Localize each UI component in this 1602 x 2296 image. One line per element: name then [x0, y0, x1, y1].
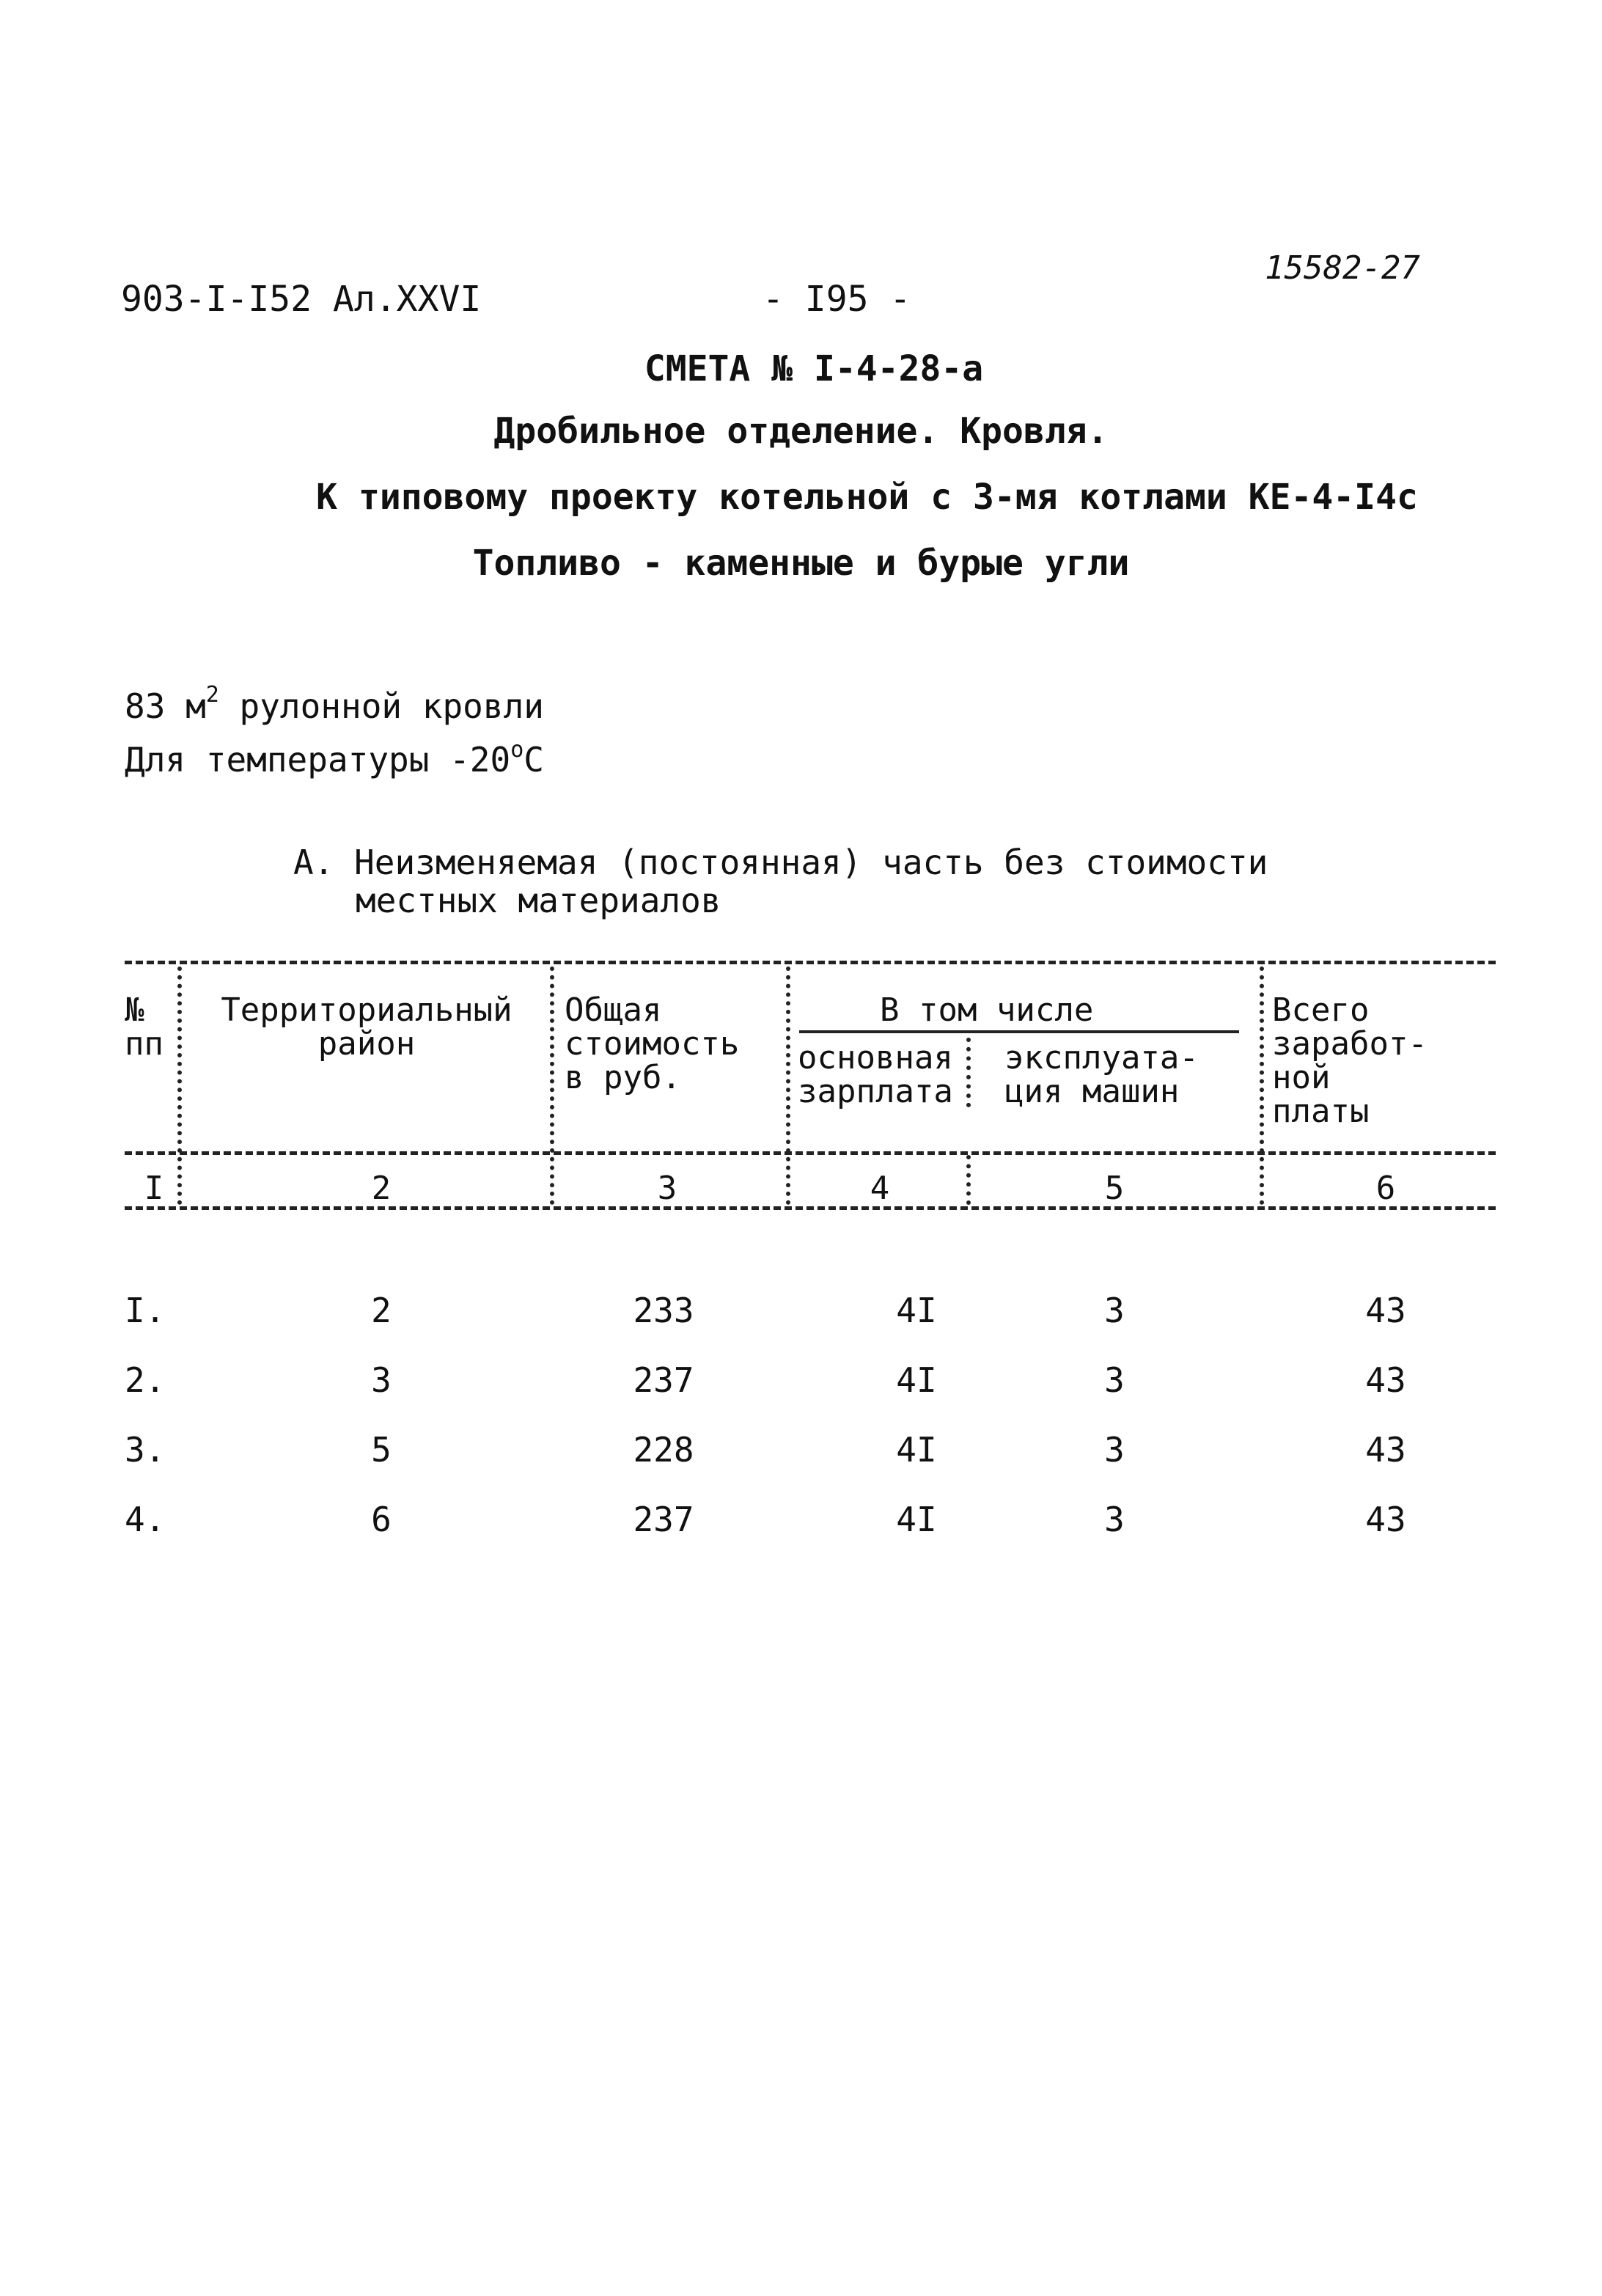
roof-area [125, 682, 544, 726]
column-number: 3 [657, 1170, 677, 1207]
area-sup: 2 [205, 682, 219, 708]
column-number: 5 [1104, 1170, 1125, 1207]
section-line-1: А. Неизменяемая (постоянная) часть без стоимости [293, 843, 1268, 882]
header-region: Территориальный район [221, 991, 512, 1063]
area-text: рулонной кровли [218, 686, 544, 726]
row-region: 6 [371, 1500, 392, 1539]
estimate-table [125, 953, 1496, 1232]
col-separator [177, 967, 182, 1205]
row-salary: 4I [896, 1360, 937, 1400]
row-number: 4. [125, 1500, 166, 1539]
column-number: 4 [870, 1170, 890, 1207]
row-salary: 4I [896, 1291, 937, 1330]
col-separator [786, 967, 790, 1205]
row-region: 5 [371, 1430, 392, 1470]
header-group: В том числе [880, 991, 1094, 1029]
row-pay: 43 [1365, 1360, 1406, 1400]
section-heading [293, 843, 1268, 920]
table-mid-rule [125, 1151, 1496, 1155]
header-total-cost: Общая стоимость в руб. [565, 991, 740, 1096]
header-total-pay: Всего заработ- ной платы [1272, 991, 1428, 1130]
table-row [125, 1500, 1496, 1544]
row-number: 3. [125, 1430, 166, 1470]
row-machines: 3 [1104, 1430, 1125, 1470]
row-number: 2. [125, 1360, 166, 1400]
row-salary: 4I [896, 1500, 937, 1539]
temp-text: Для температуры -20 [125, 740, 511, 780]
column-number: 6 [1375, 1170, 1396, 1207]
row-total: 237 [633, 1360, 694, 1400]
column-number: 2 [371, 1170, 392, 1207]
col-separator [966, 1038, 971, 1107]
smeta-title: СМЕТА № I-4-28-а [644, 348, 984, 389]
col-separator [1260, 967, 1264, 1205]
table-row [125, 1291, 1496, 1335]
table-bottom-rule [125, 1206, 1496, 1210]
page-number: - I95 - [763, 279, 911, 320]
area-value: 83 м [125, 686, 206, 726]
row-machines: 3 [1104, 1500, 1125, 1539]
row-total: 228 [633, 1430, 694, 1470]
table-row [125, 1360, 1496, 1404]
row-pay: 43 [1365, 1430, 1406, 1470]
fuel-line: Топливо - каменные и бурые угли [472, 543, 1130, 584]
header-group-underline [799, 1030, 1239, 1033]
table-row [125, 1430, 1496, 1474]
column-number: I [144, 1170, 164, 1207]
col-separator [550, 967, 554, 1205]
row-region: 3 [371, 1360, 392, 1400]
temp-sup: о [510, 737, 524, 763]
header-salary: основная зарплата [798, 1039, 953, 1110]
smeta-subtitle: Дробильное отделение. Кровля. [493, 411, 1109, 452]
row-pay: 43 [1365, 1291, 1406, 1330]
row-region: 2 [371, 1291, 392, 1330]
doc-code: 903-I-I52 Ал.XXVI [121, 279, 482, 320]
header-number: № пп [125, 991, 163, 1063]
row-machines: 3 [1104, 1291, 1125, 1330]
row-number: I. [125, 1291, 166, 1330]
row-salary: 4I [896, 1430, 937, 1470]
project-line: К типовому проекту котельной с 3-мя котлами КЕ-4-I4с [316, 477, 1418, 518]
archive-stamp: 15582-27 [1265, 249, 1420, 287]
col-separator [966, 1155, 971, 1205]
row-pay: 43 [1365, 1500, 1406, 1539]
row-total: 237 [633, 1500, 694, 1539]
row-total: 233 [633, 1291, 694, 1330]
header-machines: эксплуата- ция машин [1004, 1039, 1199, 1110]
temp-unit: С [523, 740, 544, 780]
temperature [125, 737, 544, 780]
section-line-2: местных материалов [356, 881, 721, 920]
row-machines: 3 [1104, 1360, 1125, 1400]
table-top-rule [125, 961, 1496, 964]
